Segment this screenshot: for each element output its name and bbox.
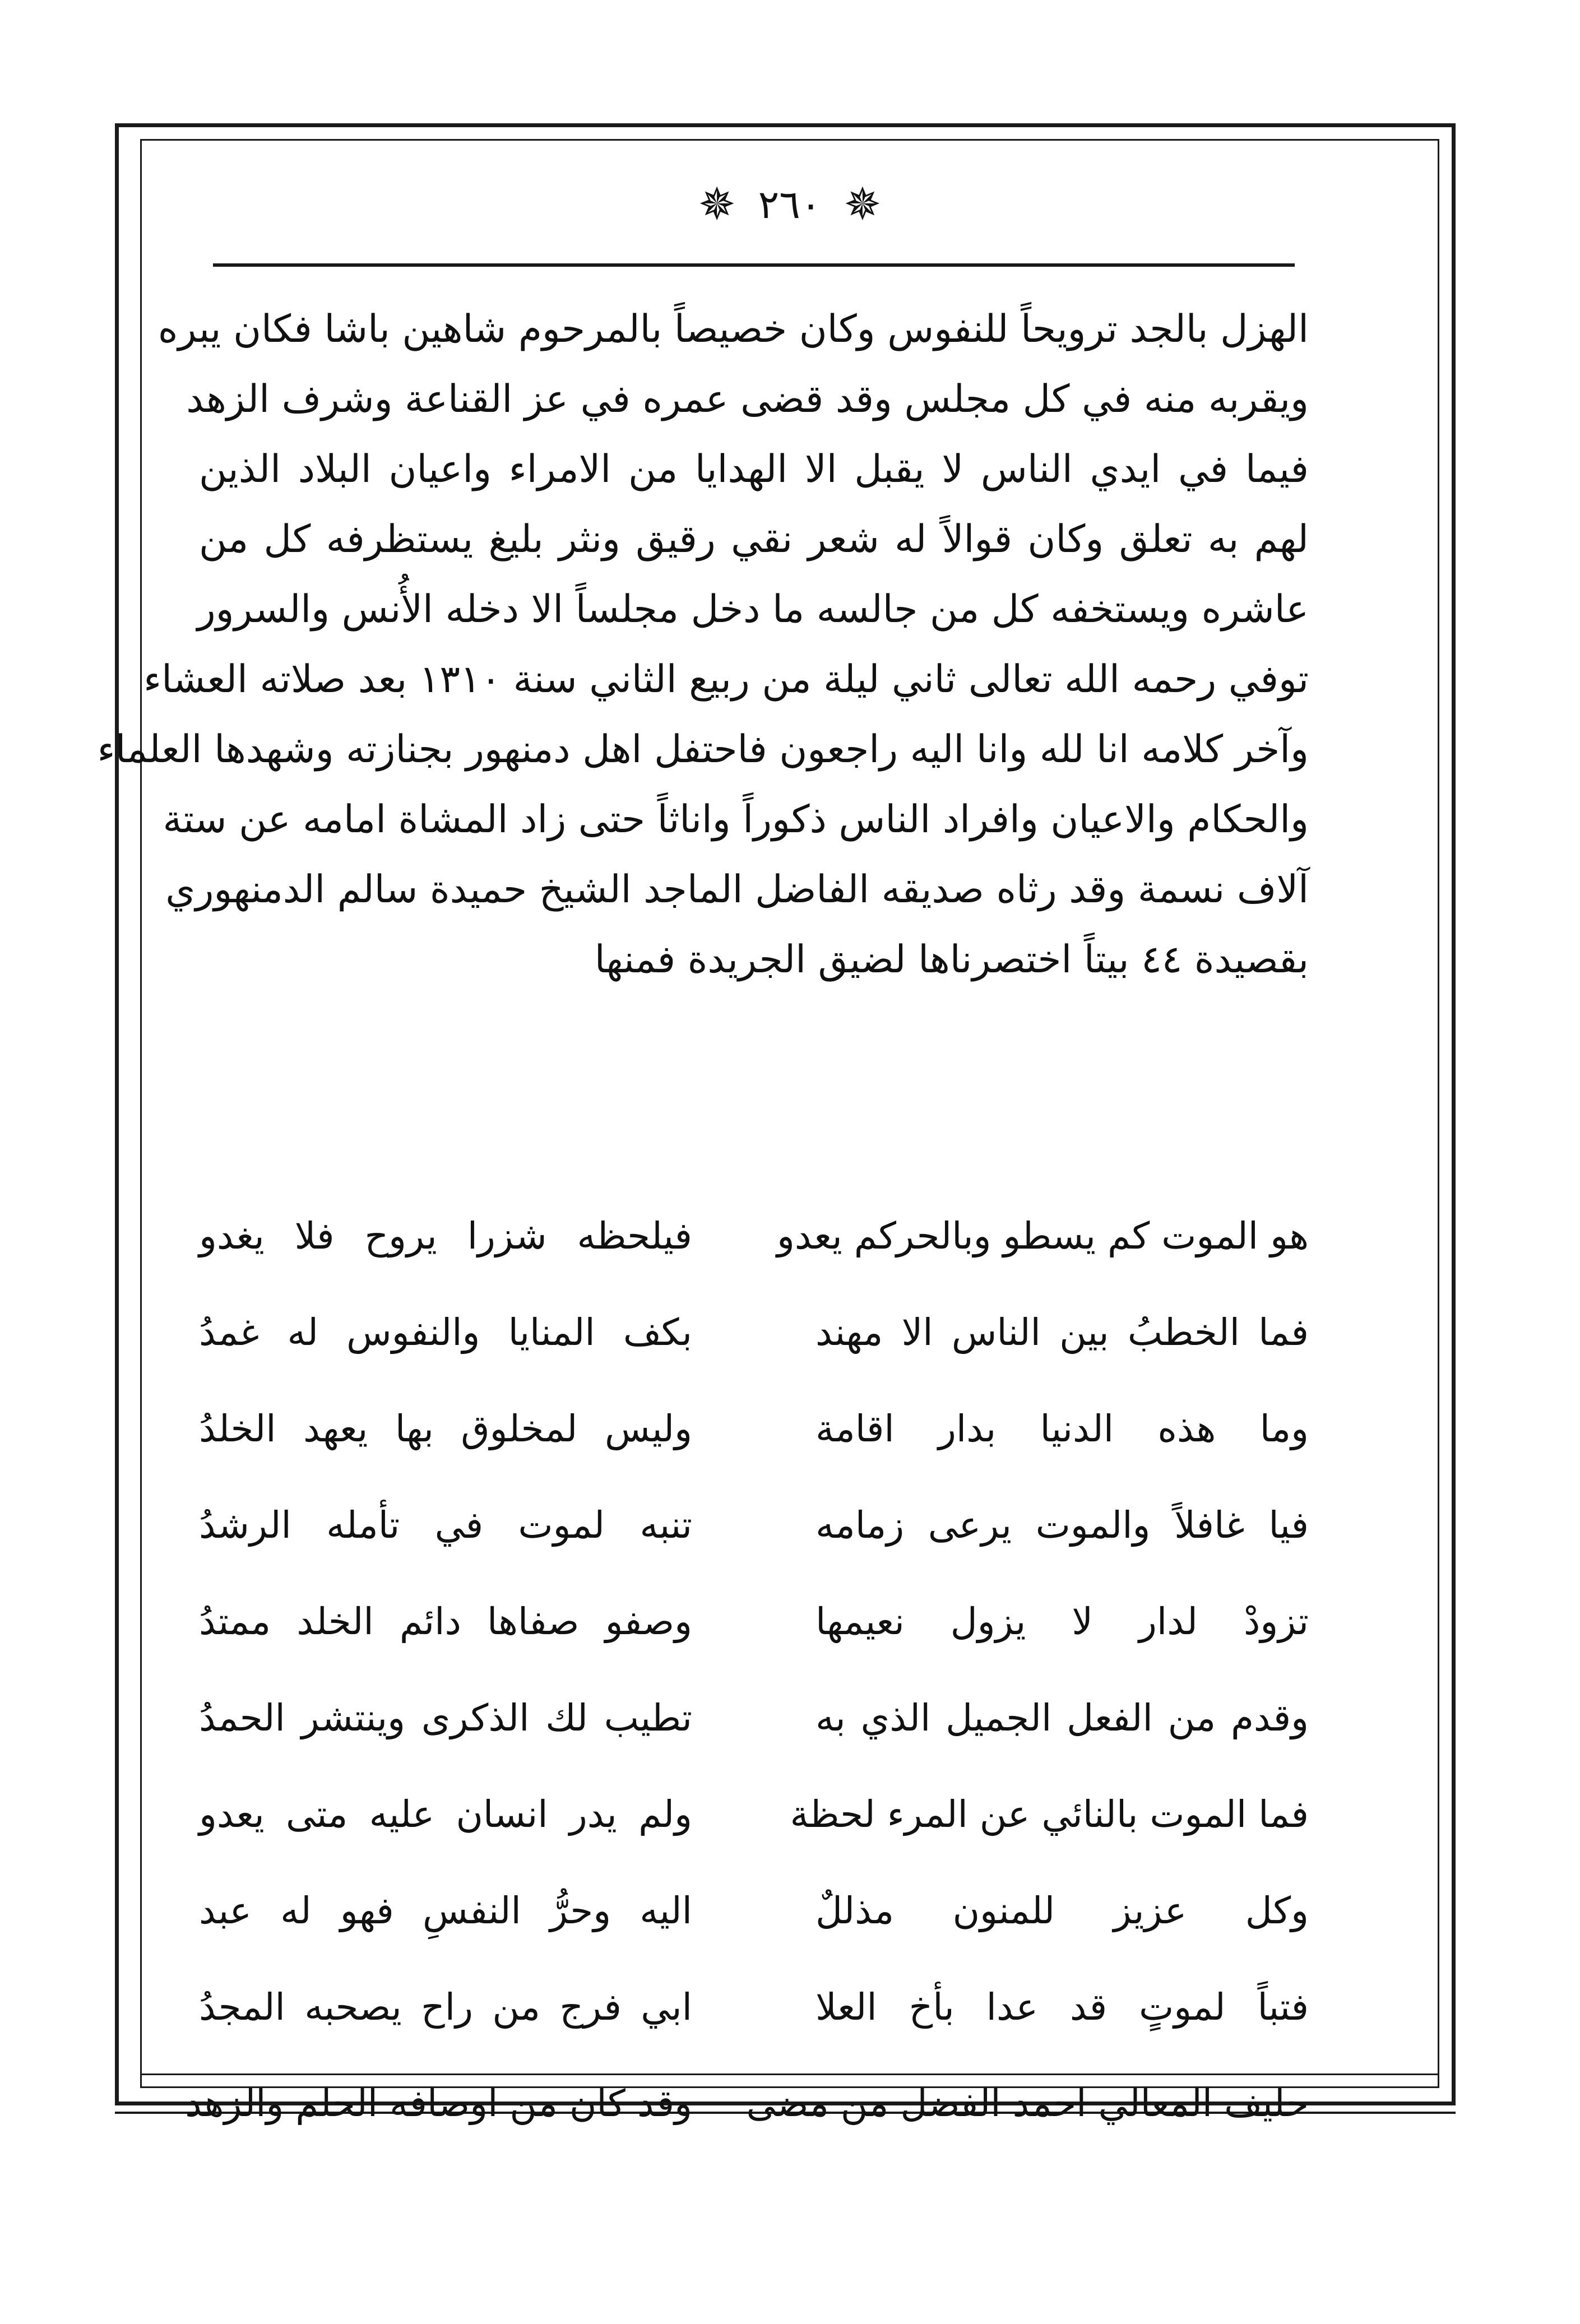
second-hemistich: وليس لمخلوق بها يعهد الخلدُ <box>199 1407 692 1450</box>
second-hemistich: ولم يدر انسان عليه متى يعدو <box>199 1793 692 1836</box>
poem-verse <box>199 1284 1309 1381</box>
first-hemistich: فتباً لموتٍ قد عدا بأخ العلا <box>816 1986 1309 2029</box>
poem-verse <box>199 1574 1309 1670</box>
prose-line: آلاف نسمة وقد رثاه صديقه الفاضل الماجد الشيخ حميدة سالم الدمنهوري <box>165 868 1309 912</box>
poem-verse <box>199 1670 1309 1766</box>
page-number: ٢٦٠ <box>758 182 822 228</box>
poem-verse <box>199 1959 1309 2056</box>
prose-line: توفي رحمه الله تعالى ثاني ليلة من ربيع الثاني سنة ١٣١٠ بعد صلاته العشاء <box>143 657 1309 702</box>
first-hemistich: وقدم من الفعل الجميل الذي به <box>816 1696 1309 1739</box>
poem-verse <box>199 1863 1309 1959</box>
second-hemistich: وقد كان من اوصافه الحلم والزهد <box>185 2082 692 2125</box>
prose-line: بقصيدة ٤٤ بيتاً اختصرناها لضيق الجريدة فمنها <box>594 938 1309 982</box>
second-hemistich: وصفو صفاها دائم الخلد ممتدُ <box>199 1600 692 1643</box>
poem-verse <box>199 1766 1309 1863</box>
first-hemistich: فيا غافلاً والموت يرعى زمامه <box>816 1504 1309 1547</box>
prose-line: لهم به تعلق وكان قوالاً له شعر نقي رقيق ونثر بليغ يستظرفه كل من <box>199 517 1309 562</box>
second-hemistich: بكف المنايا والنفوس له غمدُ <box>199 1311 692 1354</box>
page-header <box>140 171 1439 238</box>
first-hemistich: فما الخطبُ بين الناس الا مهند <box>816 1311 1309 1354</box>
second-hemistich: ابي فرج من راح يصحبه المجدُ <box>199 1986 692 2029</box>
prose-body <box>97 294 1309 995</box>
header-divider <box>213 263 1295 267</box>
prose-line: الهزل بالجد ترويحاً للنفوس وكان خصيصاً بالمرحوم شاهين باشا فكان يبره <box>157 307 1309 351</box>
first-hemistich: وما هذه الدنيا بدار اقامة <box>816 1407 1309 1450</box>
second-hemistich: تطيب لك الذكرى وينتشر الحمدُ <box>199 1696 692 1739</box>
second-hemistich: اليه وحرُّ النفسِ فهو له عبد <box>199 1889 692 1932</box>
second-hemistich: فيلحظه شزرا يروح فلا يغدو <box>199 1214 692 1258</box>
bottom-divider <box>140 2073 1439 2075</box>
first-hemistich: فما الموت بالنائي عن المرء لحظة <box>790 1793 1309 1836</box>
prose-line: عاشره ويستخفه كل من جالسه ما دخل مجلساً الا دخله الأُنس والسرور <box>197 587 1309 632</box>
first-hemistich: تزودْ لدار لا يزول نعيمها <box>816 1600 1309 1643</box>
right-ornament-icon: ✵ <box>844 178 882 230</box>
prose-line: وآخر كلامه انا لله وانا اليه راجعون فاحتفل اهل دمنهور بجنازته وشهدها العلماء <box>97 727 1309 772</box>
prose-line: فيما في ايدي الناس لا يقبل الا الهدايا من الامراء واعيان البلاد الذين <box>199 447 1309 491</box>
prose-line: والحكام والاعيان وافراد الناس ذكوراً واناثاً حتى زاد المشاة امامه عن ستة <box>163 797 1309 842</box>
poem-verse <box>199 1381 1309 1477</box>
prose-line: ويقربه منه في كل مجلس وقد قضى عمره في عز القناعة وشرف الزهد <box>186 377 1309 421</box>
left-ornament-icon: ✵ <box>698 178 736 230</box>
poem-verse <box>185 2056 1309 2152</box>
first-hemistich: حليف المعالي احمد الفضل من مضى <box>746 2082 1309 2125</box>
first-hemistich: وكل عزيز للمنون مذللٌ <box>816 1889 1309 1932</box>
poem <box>185 1188 1309 2152</box>
poem-verse <box>199 1477 1309 1574</box>
poem-verse <box>199 1188 1309 1284</box>
second-hemistich: تنبه لموت في تأمله الرشدُ <box>199 1504 692 1547</box>
first-hemistich: هو الموت كم يسطو وبالحركم يعدو <box>776 1214 1309 1258</box>
